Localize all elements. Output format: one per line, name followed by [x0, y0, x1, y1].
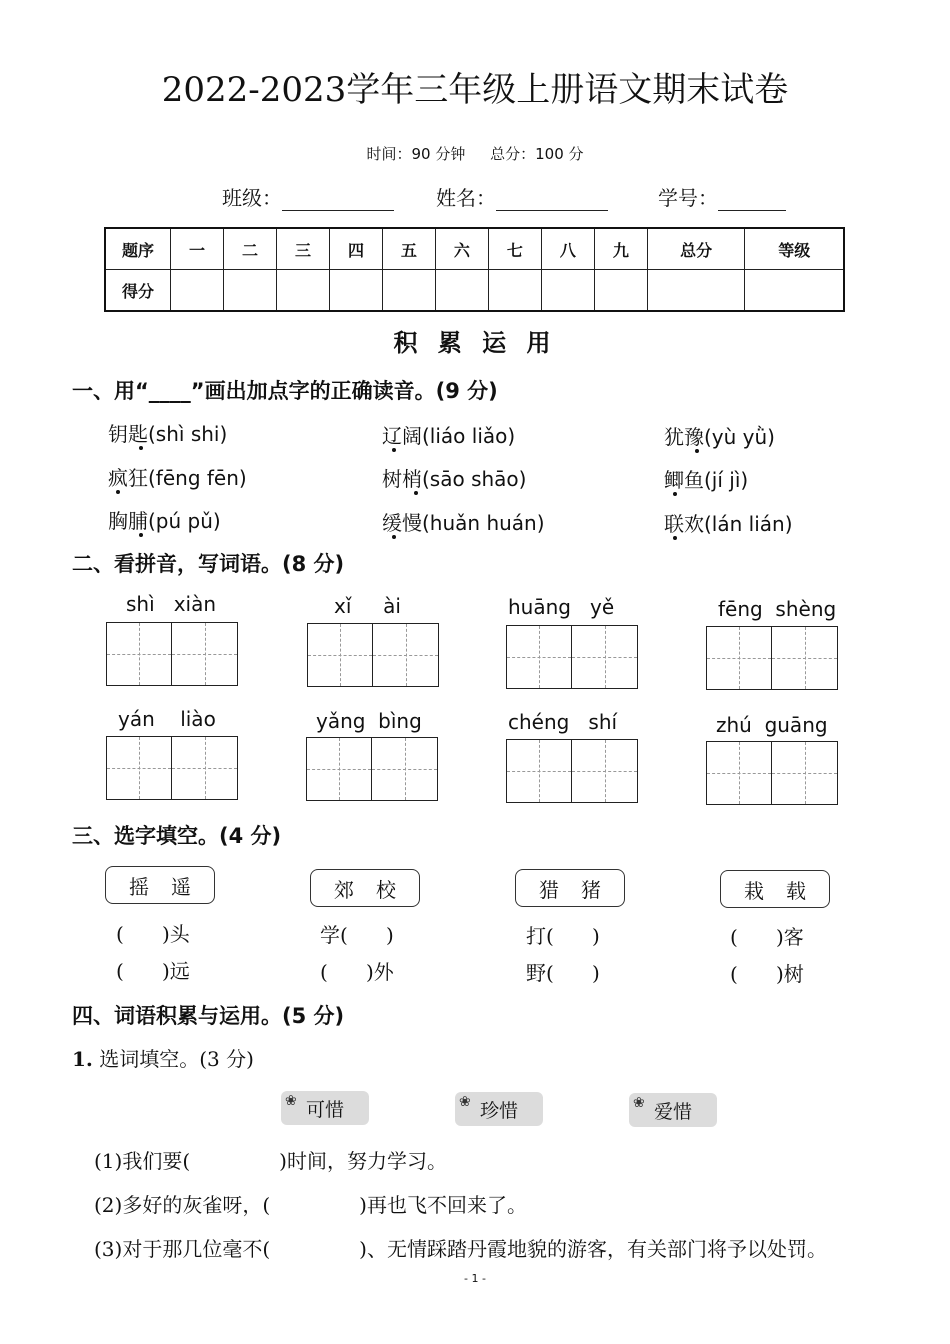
q4-title: 四、词语积累与运用。(5 分)	[72, 1004, 345, 1028]
leaf-icon: ❀	[285, 1093, 297, 1109]
q4-sub-question	[72, 1043, 254, 1072]
q2-pinyin: fēng shèng	[718, 597, 837, 621]
q1-item	[664, 421, 775, 450]
leaf-icon: ❀	[633, 1095, 645, 1111]
q1-title: 一、用“____”画出加点字的正确读音。(9 分)	[72, 379, 498, 403]
emphasis-dot	[116, 490, 120, 494]
score-header-cell: 一	[171, 228, 224, 270]
char-choice-box	[515, 869, 625, 907]
q1-pinyin: (fēng fēn)	[148, 466, 247, 490]
fill-blank[interactable]: ( )远	[116, 959, 190, 983]
q4-sub-title: 选词填空。(3 分)	[99, 1047, 254, 1071]
char-option: 摇	[129, 874, 149, 899]
section-title: 积 累 运 用	[393, 329, 557, 357]
class-blank[interactable]	[282, 190, 394, 211]
q1-word: 胸脯	[108, 509, 148, 533]
fill-blank[interactable]: ( )客	[730, 925, 804, 949]
char-option: 猪	[581, 877, 601, 902]
sentence: (2)多好的灰雀呀，( )再也飞不回来了。	[94, 1193, 527, 1217]
word-option-label: 可惜	[305, 1098, 344, 1121]
score-header-cell: 七	[488, 228, 541, 270]
id-blank[interactable]	[718, 190, 786, 211]
fill-blank[interactable]: ( )树	[730, 962, 804, 986]
score-header-cell: 五	[382, 228, 435, 270]
exam-time: 时间：90 分钟	[366, 145, 466, 163]
fill-blank[interactable]: ( )外	[320, 960, 394, 984]
q1-word: 联欢	[664, 512, 704, 536]
q2-pinyin: xǐ ài	[334, 594, 401, 618]
q4-sub-number: 1.	[72, 1047, 93, 1071]
name-label: 姓名：	[436, 186, 496, 210]
emphasis-dot	[392, 448, 396, 452]
writing-grid[interactable]	[706, 626, 838, 690]
emphasis-dot	[673, 492, 677, 496]
q2-title: 二、看拼音，写词语。(8 分)	[72, 552, 345, 576]
q1-word: 树梢	[382, 467, 422, 491]
q1-word: 犹豫	[664, 425, 704, 449]
q1-pinyin: (pú pǔ)	[148, 509, 221, 533]
q2-pinyin: zhú guāng	[716, 713, 828, 737]
score-header-cell: 六	[435, 228, 488, 270]
char-option: 郊	[334, 877, 354, 902]
score-header-cell: 等级	[745, 228, 844, 270]
score-cell[interactable]	[488, 270, 541, 312]
q1-pinyin: (shì shi)	[148, 422, 228, 446]
char-option: 猎	[539, 877, 559, 902]
class-label: 班级：	[222, 186, 282, 210]
sentence: (3)对于那几位毫不( )、无情踩踏丹霞地貌的游客，有关部门将予以处罚。	[94, 1237, 827, 1261]
name-field	[436, 182, 608, 211]
score-table	[104, 227, 845, 312]
word-option-label: 珍惜	[479, 1099, 518, 1122]
q2-pinyin: yǎng bìng	[316, 709, 422, 733]
name-blank[interactable]	[496, 190, 608, 211]
writing-grid[interactable]	[306, 737, 438, 801]
q1-pinyin: (huǎn huán)	[422, 511, 545, 535]
char-option: 校	[376, 877, 396, 902]
char-choice-box	[720, 870, 830, 908]
score-cell[interactable]	[382, 270, 435, 312]
q2-pinyin: huāng yě	[508, 595, 615, 619]
char-option: 遥	[171, 874, 191, 899]
q1-item	[108, 505, 221, 534]
score-cell[interactable]	[435, 270, 488, 312]
fill-blank[interactable]: 打( )	[526, 924, 600, 948]
writing-grid[interactable]	[506, 625, 638, 689]
char-option: 载	[786, 878, 806, 903]
q1-pinyin: (sāo shāo)	[422, 467, 527, 491]
fill-blank[interactable]: ( )头	[116, 922, 190, 946]
score-row-label: 得分	[105, 270, 171, 312]
score-header-cell: 总分	[647, 228, 745, 270]
q1-item	[382, 507, 545, 536]
exam-meta	[0, 143, 950, 164]
class-field	[222, 182, 394, 211]
emphasis-dot	[139, 446, 143, 450]
q2-pinyin: yán liào	[118, 707, 216, 731]
q2-pinyin: chéng shí	[508, 710, 618, 734]
score-cell[interactable]	[541, 270, 594, 312]
q1-word: 钥匙	[108, 422, 148, 446]
score-cell[interactable]	[276, 270, 329, 312]
writing-grid[interactable]	[307, 623, 439, 687]
sentence: (1)我们要( )时间，努力学习。	[94, 1149, 447, 1173]
emphasis-dot	[695, 449, 699, 453]
score-cell[interactable]	[647, 270, 745, 312]
page-number: - 1 -	[464, 1272, 486, 1285]
q1-pinyin: (liáo liǎo)	[422, 424, 516, 448]
page-title: 2022-2023学年三年级上册语文期末试卷	[161, 70, 789, 110]
q1-item	[382, 463, 526, 492]
emphasis-dot	[673, 536, 677, 540]
q3-title: 三、选字填空。(4 分)	[72, 824, 282, 848]
fill-blank[interactable]: 学( )	[320, 923, 394, 947]
score-header-cell: 题序	[105, 228, 171, 270]
q1-item	[108, 418, 227, 447]
char-option: 栽	[744, 878, 764, 903]
score-cell[interactable]	[594, 270, 647, 312]
char-choice-box	[105, 866, 215, 904]
score-header-cell: 四	[329, 228, 382, 270]
score-cell[interactable]	[223, 270, 276, 312]
q1-word: 鲫鱼	[664, 468, 704, 492]
emphasis-dot	[414, 491, 418, 495]
q1-item	[108, 462, 247, 491]
word-option	[281, 1091, 369, 1125]
q2-pinyin: shì xiàn	[126, 592, 217, 616]
writing-grid[interactable]	[706, 741, 838, 805]
score-header-cell: 九	[594, 228, 647, 270]
score-header-cell: 八	[541, 228, 594, 270]
id-label: 学号：	[658, 186, 718, 210]
emphasis-dot	[139, 533, 143, 537]
q1-item	[664, 464, 748, 493]
writing-grid[interactable]	[106, 622, 238, 686]
score-cell[interactable]	[745, 270, 844, 312]
fill-blank[interactable]: 野( )	[526, 961, 600, 985]
score-table-score-row	[105, 270, 844, 312]
score-cell[interactable]	[329, 270, 382, 312]
writing-grid[interactable]	[506, 739, 638, 803]
leaf-icon: ❀	[459, 1094, 471, 1110]
char-choice-box	[310, 869, 420, 907]
score-header-cell: 三	[276, 228, 329, 270]
word-option	[629, 1093, 717, 1127]
emphasis-dot	[392, 535, 396, 539]
word-option-label: 爱惜	[653, 1100, 692, 1123]
q1-pinyin: (jí jì)	[704, 468, 749, 492]
q1-word: 辽阔	[382, 424, 422, 448]
q1-pinyin: (yù yǜ)	[704, 425, 775, 449]
score-table-header-row	[105, 228, 844, 270]
q1-item	[664, 508, 793, 537]
writing-grid[interactable]	[106, 736, 238, 800]
q1-item	[382, 420, 515, 449]
id-field	[658, 182, 786, 211]
word-option	[455, 1092, 543, 1126]
exam-total: 总分：100 分	[490, 145, 584, 163]
score-cell[interactable]	[171, 270, 224, 312]
score-header-cell: 二	[223, 228, 276, 270]
q1-pinyin: (lán lián)	[704, 512, 793, 536]
q1-word: 缓慢	[382, 511, 422, 535]
q1-word: 疯狂	[108, 466, 148, 490]
